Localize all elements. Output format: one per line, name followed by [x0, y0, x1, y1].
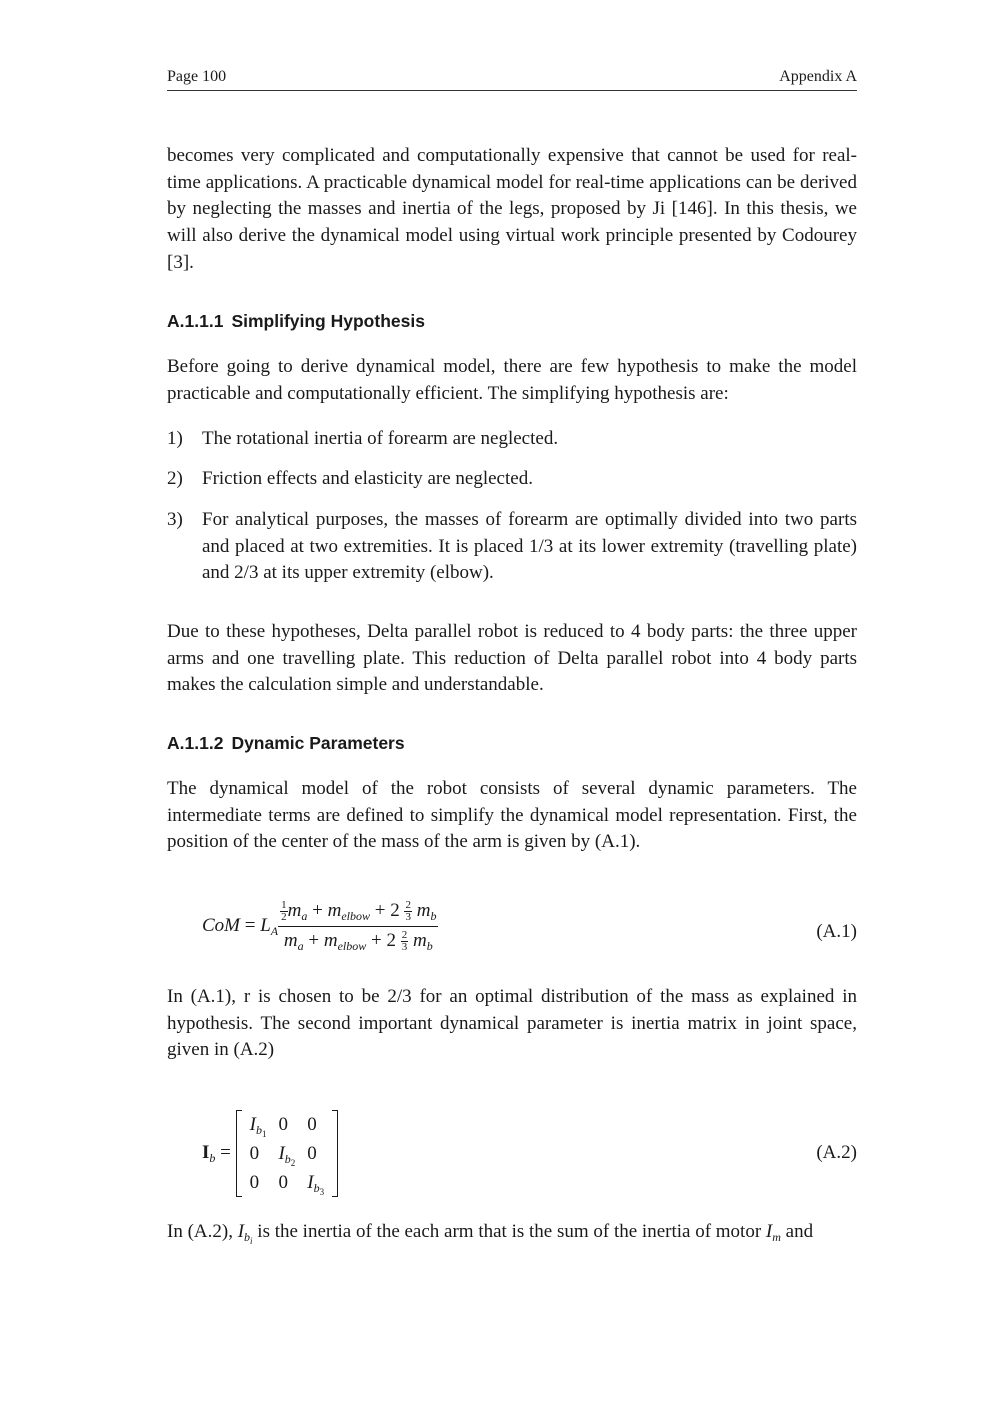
fraction-numerator: [278, 900, 438, 927]
eq-symbol: L: [260, 915, 271, 936]
eq-plus: +: [312, 900, 323, 921]
eq-L: [260, 915, 278, 936]
page: [167, 0, 857, 1414]
eq-subscript: a: [297, 939, 304, 954]
eq-subscript: m: [772, 1230, 781, 1244]
eq-subscript: elbow: [337, 939, 367, 954]
section-heading-dynamic-parameters: [167, 733, 405, 754]
eq-plus: +: [308, 930, 320, 952]
page-number: Page 100: [167, 68, 227, 85]
eq-symbol: I: [249, 1113, 256, 1135]
eq-number: 2: [390, 900, 400, 921]
list-number: 3): [167, 509, 183, 530]
eq-symbol: m: [287, 900, 302, 921]
fraction-denominator: [278, 927, 438, 953]
eq-symbol: m: [283, 930, 298, 952]
eq-symbol: I: [765, 1221, 773, 1242]
running-header: [167, 68, 857, 91]
matrix-cell: 0: [278, 1113, 288, 1135]
eq-index: i: [250, 1236, 253, 1246]
eq-symbol: I: [237, 1221, 245, 1242]
matrix-cell: 0: [307, 1142, 317, 1164]
hypothesis-intro-paragraph: Before going to derive dynamical model, there are few hypothesis to make the model practicable and computationally efficient. The simplifying hypothesis are:: [167, 356, 857, 404]
section-title: Simplifying Hypothesis: [231, 311, 425, 331]
list-text: Friction effects and elasticity are neglected.: [202, 468, 533, 489]
list-number: 2): [167, 468, 183, 489]
eq-index: 1: [261, 1128, 267, 1139]
small-den: 3: [405, 911, 411, 924]
eq-sign: =: [244, 915, 256, 936]
section-title: Dynamic Parameters: [231, 733, 405, 753]
eq-plus: +: [371, 930, 382, 952]
eq-subscript: b: [209, 1150, 216, 1165]
inline-ibi: [237, 1221, 253, 1246]
list-number: 1): [167, 428, 183, 449]
inline-im: [766, 1221, 781, 1242]
eq-symbol: m: [416, 900, 431, 921]
matrix-cell: [244, 1110, 273, 1139]
small-num: 2: [401, 929, 408, 942]
matrix-cell: 0: [278, 1171, 288, 1193]
eq-number: 2: [386, 930, 396, 952]
equation-label: (A.2): [816, 1142, 857, 1163]
section-number: A.1.1.1: [167, 311, 224, 331]
hypotheses-conclusion-paragraph: Due to these hypotheses, Delta parallel robot is reduced to 4 body parts: the three upper arms and one travelling plate. This reduction of Delta parallel robot into 4 body parts makes the calculation simple and understandable.: [167, 621, 857, 696]
text-fragment: and: [785, 1221, 814, 1242]
com-fraction: [278, 900, 438, 953]
eq-subscript: b: [255, 1122, 262, 1137]
eq-subscript: a: [301, 909, 308, 923]
section-number: A.1.1.2: [167, 733, 224, 753]
eq-subscript: b: [426, 939, 433, 954]
two-thirds-fraction: [404, 900, 412, 923]
matrix-lhs: [202, 1142, 215, 1163]
eq-symbol: I: [307, 1171, 314, 1193]
small-den: 3: [401, 941, 408, 954]
eq-symbol: I: [202, 1141, 210, 1163]
eq-symbol: I: [278, 1142, 285, 1164]
eq-symbol: m: [327, 900, 342, 921]
equation-com: [202, 900, 438, 953]
list-text: The rotational inertia of forearm are neglected.: [202, 428, 559, 449]
small-num: 2: [405, 899, 411, 912]
text-fragment: In (A.2),: [167, 1221, 233, 1242]
matrix-cell: [301, 1168, 330, 1197]
eq-subscript: elbow: [341, 909, 370, 923]
text-fragment: is the inertia of the each arm that is the sum of the inertia of motor: [257, 1221, 762, 1242]
eq-subscript: A: [270, 924, 279, 938]
dynamic-parameters-paragraph: The dynamical model of the robot consists of several dynamic parameters. The intermediate terms are defined to simplify the dynamical model representation. First, the position of the center of the mass of the arm is given by (A.1).: [167, 778, 857, 853]
inertia-matrix: [236, 1110, 338, 1197]
eq-sign: =: [220, 1141, 231, 1163]
eq-subscript: b: [430, 909, 437, 923]
list-text: For analytical purposes, the masses of forearm are optimally divided into two parts and placed at two extremities. It is placed 1/3 at its lower extremity (travelling plate) and 2/3 at its upper extremity (elbow).: [202, 509, 857, 584]
eq-symbol: m: [412, 930, 427, 952]
matrix-cell: 0: [249, 1171, 260, 1193]
eq-index: 2: [290, 1157, 296, 1168]
eq-lhs: CoM: [202, 915, 240, 936]
eq-subscript: b: [244, 1230, 251, 1244]
half-fraction: [280, 900, 288, 923]
eq-index: 3: [319, 1186, 325, 1197]
equation-label: (A.1): [816, 921, 857, 942]
eq-subscript: b: [284, 1151, 291, 1166]
after-eq1-paragraph: In (A.1), r is chosen to be 2/3 for an optimal distribution of the mass as explained in hypothesis. The second important dynamical parameter is inertia matrix in joint space, given in (A.2): [167, 986, 857, 1061]
eq-symbol: m: [323, 930, 338, 952]
two-thirds-fraction: [401, 930, 409, 953]
matrix-cell: 0: [307, 1113, 317, 1135]
matrix-cell: [272, 1139, 301, 1168]
eq-subscript: b: [313, 1180, 320, 1195]
equation-inertia-matrix: [202, 1110, 338, 1197]
section-heading-simplifying-hypothesis: [167, 311, 425, 332]
eq-plus: +: [374, 900, 386, 921]
final-line: [167, 1219, 857, 1246]
matrix-cell: 0: [249, 1142, 260, 1164]
chapter-title: Appendix A: [779, 68, 857, 85]
small-num: 1: [281, 899, 287, 912]
intro-paragraph: becomes very complicated and computationally expensive that cannot be used for real-time applications. A practicable dynamical model for real-time applications can be derived by neglecting the masses and inertia of the legs, proposed by Ji [146]. In this thesis, we will also derive the dynamical model using virtual work principle presented by Codourey [3].: [167, 145, 857, 273]
small-den: 2: [281, 911, 287, 924]
